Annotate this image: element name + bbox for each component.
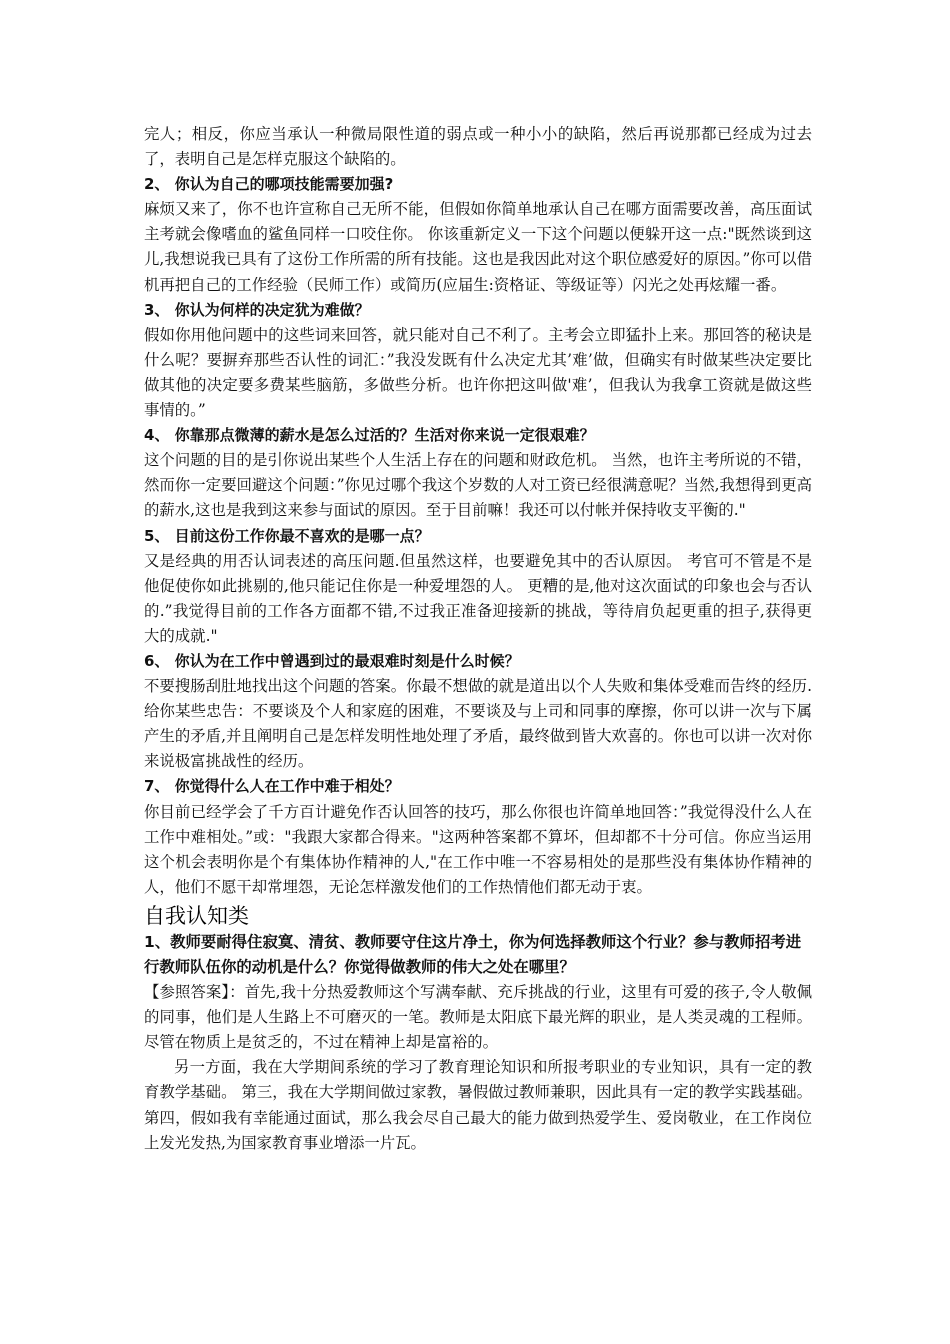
paragraph-continuation: 完人；相反，你应当承认一种微局限性道的弱点或一种小小的缺陷，然后再说那都已经成为过去了，表明自己是怎样克服这个缺陷的。: [144, 125, 812, 169]
question-heading-6: 6、 你认为在工作中曾遇到过的最艰难时刻是什么时候？: [144, 651, 520, 670]
self-awareness-question-1: 1、教师要耐得住寂寞、清贫、教师要守住这片净土，你为何选择教师这个行业？参与教师招考进行教师队伍你的动机是什么？你觉得做教师的伟大之处在哪里？: [144, 932, 802, 976]
question-heading-7: 7、 你觉得什么人在工作中难于相处？: [144, 777, 400, 796]
answer-paragraph-2: 麻烦又来了，你不也许宣称自己无所不能，但假如你简单地承认自己在哪方面需要改善，高压面试主考就会像嗜血的鲨鱼同样一口咬住你。 你该重新定义一下这个问题以便躲开这一点:"既然谈到这儿,我想说我已具有了这份工作所需的所有技能。这也是我因此对这个职位感爱好的原因。”你可以借机再把自己的工作经验（民师工作）或简历(应届生:资格证、等级证等）闪光之处再炫耀一番。: [144, 200, 812, 294]
question-heading-4: 4、 你靠那点微薄的薪水是怎么过活的？生活对你来说一定很艰难？: [144, 426, 595, 445]
document-body: [144, 122, 812, 1156]
answer-paragraph-4: 这个问题的目的是引你说出某些个人生活上存在的问题和财政危机。 当然，也许主考所说的不错，然而你一定要回避这个问题：”你见过哪个我这个岁数的人对工资已经很满意呢？当然,我想得到更高的薪水,这也是我到这来参与面试的原因。至于目前嘛！我还可以付帐并保持收支平衡的.": [144, 451, 812, 520]
answer-paragraph-3: 假如你用他问题中的这些词来回答，就只能对自己不利了。主考会立即猛扑上来。那回答的秘诀是什么呢？要摒弃那些否认性的词汇：”我没发既有什么决定尤其’难’做，但确实有时做某些决定要比做其他的决定要多费某些脑筋，多做些分析。也许你把这叫做'难’，但我认为我拿工资就是做这些事情的。”: [144, 325, 812, 420]
answer-paragraph-6: 不要搜肠刮肚地找出这个问题的答案。你最不想做的就是道出以个人失败和集体受难而告终的经历.给你某些忠告：不要谈及个人和家庭的困难，不要谈及与上司和同事的摩擦，你可以讲一次与下属产生的矛盾,并且阐明自己是怎样发明性地处理了矛盾，最终做到皆大欢喜的。你也可以讲一次对你来说极富挑战性的经历。: [144, 677, 812, 771]
question-heading-5: 5、 目前这份工作你最不喜欢的是哪一点？: [144, 526, 430, 545]
question-heading-2: 2、 你认为自己的哪项技能需要加强?: [144, 175, 394, 194]
question-heading-3: 3、 你认为何样的决定犹为难做？: [144, 300, 370, 319]
answer-paragraph-5: 又是经典的用否认词表述的高压问题.但虽然这样，也要避免其中的否认原因。 考官可不管是不是他促使你如此挑剔的,他只能记住你是一种爱埋怨的人。 更糟的是,他对这次面试的印象也会与否认的.”我觉得目前的工作各方面都不错,不过我正准备迎接新的挑战，等待肩负起更重的担子,获得更大的成就.": [144, 551, 812, 645]
section-title: 自我认知类: [144, 903, 249, 928]
answer-paragraph-7: 你目前已经学会了千方百计避免作否认回答的技巧，那么你很也许简单地回答：”我觉得没什么人在工作中难相处。”或："我跟大家都合得来。"这两种答案都不算坏，但却都不十分可信。你应当运用这个机会表明你是个有集体协作精神的人,"在工作中唯一不容易相处的是那些没有集体协作精神的人，他们不愿干却常埋怨，无论怎样激发他们的工作热情他们都无动于衷。: [144, 802, 812, 896]
reference-answer-continuation: 另一方面，我在大学期间系统的学习了教育理论知识和所报考职业的专业知识，具有一定的教育教学基础。 第三，我在大学期间做过家教，暑假做过教师兼职，因此具有一定的教学实践基础。 第四，假如我有幸能通过面试，那么我会尽自己最大的能力做到热爱学生、爱岗敬业，在工作岗位上发光发热,为国家教育事业增添一片瓦。: [144, 1058, 812, 1152]
reference-answer-paragraph: 【参照答案】：首先,我十分热爱教师这个写满奉献、充斥挑战的行业，这里有可爱的孩子,令人敬佩的同事，他们是人生路上不可磨灭的一笔。教师是太阳底下最光辉的职业，是人类灵魂的工程师。尽管在物质上是贫乏的，不过在精神上却是富裕的。: [144, 983, 812, 1052]
